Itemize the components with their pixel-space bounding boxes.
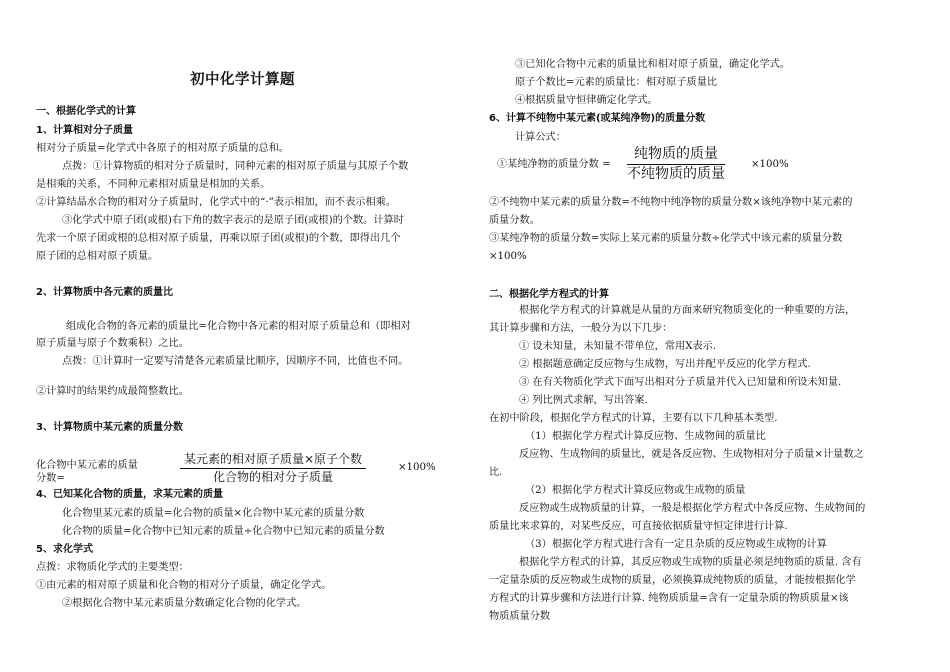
- subsection-heading: 6、计算不纯物中某元素(或某纯净物)的质量分数: [489, 113, 706, 124]
- subsection-heading: 4、已知某化合物的质量，求某元素的质量: [36, 489, 223, 500]
- paragraph-line: 原子团的总相对原子质量。: [36, 251, 159, 262]
- paragraph-line: 原子个数比=元素的质量比：相对原子质量比: [515, 77, 718, 88]
- paragraph-line: 方程式的计算步骤和方法进行计算. 纯物质质量=含有一定量杂质的物质质量×该: [489, 593, 849, 604]
- paragraph-line: 根据化学方程式的计算，其反应物或生成物的质量必须是纯物质的质量. 含有: [519, 557, 862, 568]
- list-item: ③ 在有关物质化学式下面写出相对分子质量并代入已知量和所设未知量.: [519, 377, 842, 388]
- paragraph-line: ②计算时的结果约成最简整数比。: [36, 386, 189, 397]
- list-item: ② 根据题意确定反应物与生成物，写出并配平反应的化学方程式.: [519, 359, 811, 370]
- paragraph-line: 反应物、生成物间的质量比，就是各反应物、生成物相对分子质量×计量数之: [519, 449, 864, 460]
- paragraph-line: 是相乘的关系，不同种元素相对质量是相加的关系。: [36, 179, 271, 190]
- formula-label: ①某纯净物的质量分数 =: [497, 159, 611, 170]
- paragraph-line: 质量比来求算的，对某些反应，可直接依据质量守恒定律进行计算.: [489, 521, 788, 532]
- paragraph-line: 点拨：求物质化学式的主要类型：: [36, 562, 189, 573]
- paragraph-line: 化合物里某元素的质量=化合物的质量×化合物中某元素的质量分数: [62, 508, 365, 519]
- paragraph-line: （2）根据化学方程式计算反应物或生成物的质量: [525, 485, 746, 496]
- paragraph-line: ③化学式中原子团(或根)右下角的数字表示的是原子团(或根)的个数。计算时: [62, 215, 404, 226]
- paragraph-line: （3）根据化学方程式进行含有一定且杂质的反应物或生成物的计算: [525, 539, 827, 550]
- formula-numerator: 纯物质的质量: [627, 146, 725, 165]
- paragraph-line: ×100%: [489, 251, 527, 262]
- formula-numerator: 某元素的相对原子质量×原子个数: [180, 452, 366, 469]
- paragraph-line: 在初中阶段，根据化学方程式的计算，主要有以下几种基本类型.: [489, 413, 778, 424]
- list-item: ① 设未知量，未知量不带单位，常用X表示.: [519, 341, 717, 352]
- purity-fraction-formula: [627, 146, 725, 183]
- formula-multiplier: ×100%: [398, 462, 436, 473]
- paragraph-line: ③已知化合物中元素的质量比和相对原子质量，确定化学式。: [515, 59, 791, 70]
- subsection-heading: 5、求化学式: [36, 544, 93, 555]
- paragraph-line: 化合物的质量=化合物中已知元素的质量÷化合物中已知元素的质量分数: [62, 526, 385, 537]
- paragraph-line: 点拨：①计算物质的相对分子质量时，同种元素的相对原子质量与其原子个数: [62, 161, 409, 172]
- paragraph-line: ②根据化合物中某元素质量分数确定化合物的化学式。: [62, 598, 307, 609]
- paragraph-line: 计算公式：: [515, 132, 566, 143]
- paragraph-line: 其计算步骤和方法，一般分为以下几步：: [489, 323, 673, 334]
- section-heading: 一、根据化学式的计算: [36, 106, 136, 117]
- paragraph-line: 原子质量与原子个数乘积）之比。: [36, 338, 189, 349]
- paragraph-line: 先求一个原子团或根的总相对原子质量，再乘以原子团(或根)的个数，即得出几个: [36, 233, 401, 244]
- list-item: ④ 列比例式求解，写出答案.: [519, 395, 648, 406]
- formula-label: 分数=: [36, 473, 65, 484]
- paragraph-line: ②不纯物中某元素的质量分数=不纯物中纯净物的质量分数×该纯净物中某元素的: [489, 197, 853, 208]
- formula-multiplier: ×100%: [751, 159, 789, 170]
- paragraph-line: 物质质量分数: [489, 611, 551, 622]
- paragraph-line: 相对分子质量=化学式中各原子的相对原子质量的总和。: [36, 143, 290, 154]
- page-title: 初中化学计算题: [190, 72, 295, 88]
- paragraph-line: ②计算结晶水合物的相对分子质量时，化学式中的“·”表示相加，而不表示相乘。: [36, 197, 397, 208]
- paragraph-line: ③某纯净物的质量分数=实际上某元素的质量分数÷化学式中该元素的质量分数: [489, 233, 843, 244]
- paragraph-line: 点拨：①计算时一定要写清楚各元素质量比顺序，因顺序不同，比值也不同。: [62, 356, 409, 367]
- paragraph-line: 组成化合物的各元素的质量比=化合物中各元素的相对原子质量总和（即相对: [66, 321, 411, 332]
- paragraph-line: ①由元素的相对原子质量和化合物的相对分子质量，确定化学式。: [36, 580, 332, 591]
- formula-denominator: 化合物的相对分子质量: [213, 470, 334, 484]
- formula-denominator: 不纯物质的质量: [627, 166, 725, 182]
- formula-label: 化合物中某元素的质量: [36, 460, 138, 471]
- paragraph-line: 比.: [489, 467, 503, 478]
- paragraph-line: 反应物或生成物质量的计算，一般是根据化学方程式中各反应物、生成物间的: [519, 503, 866, 514]
- section-heading: 二、根据化学方程式的计算: [489, 289, 609, 300]
- paragraph-line: 根据化学方程式的计算就是从量的方面来研究物质变化的一种重要的方法，: [519, 305, 856, 316]
- subsection-heading: 3、计算物质中某元素的质量分数: [36, 422, 183, 433]
- subsection-heading: 2、计算物质中各元素的质量比: [36, 287, 173, 298]
- paragraph-line: 质量分数。: [489, 215, 540, 226]
- paragraph-line: （1）根据化学方程式计算反应物、生成物间的质量比: [525, 431, 766, 442]
- paragraph-line: 一定量杂质的反应物或生成物的质量，必须换算成纯物质的质量，才能按根据化学: [489, 575, 856, 586]
- subsection-heading: 1、计算相对分子质量: [36, 125, 133, 136]
- mass-fraction-formula: [180, 452, 366, 485]
- paragraph-line: ④根据质量守恒律确定化学式。: [515, 95, 658, 106]
